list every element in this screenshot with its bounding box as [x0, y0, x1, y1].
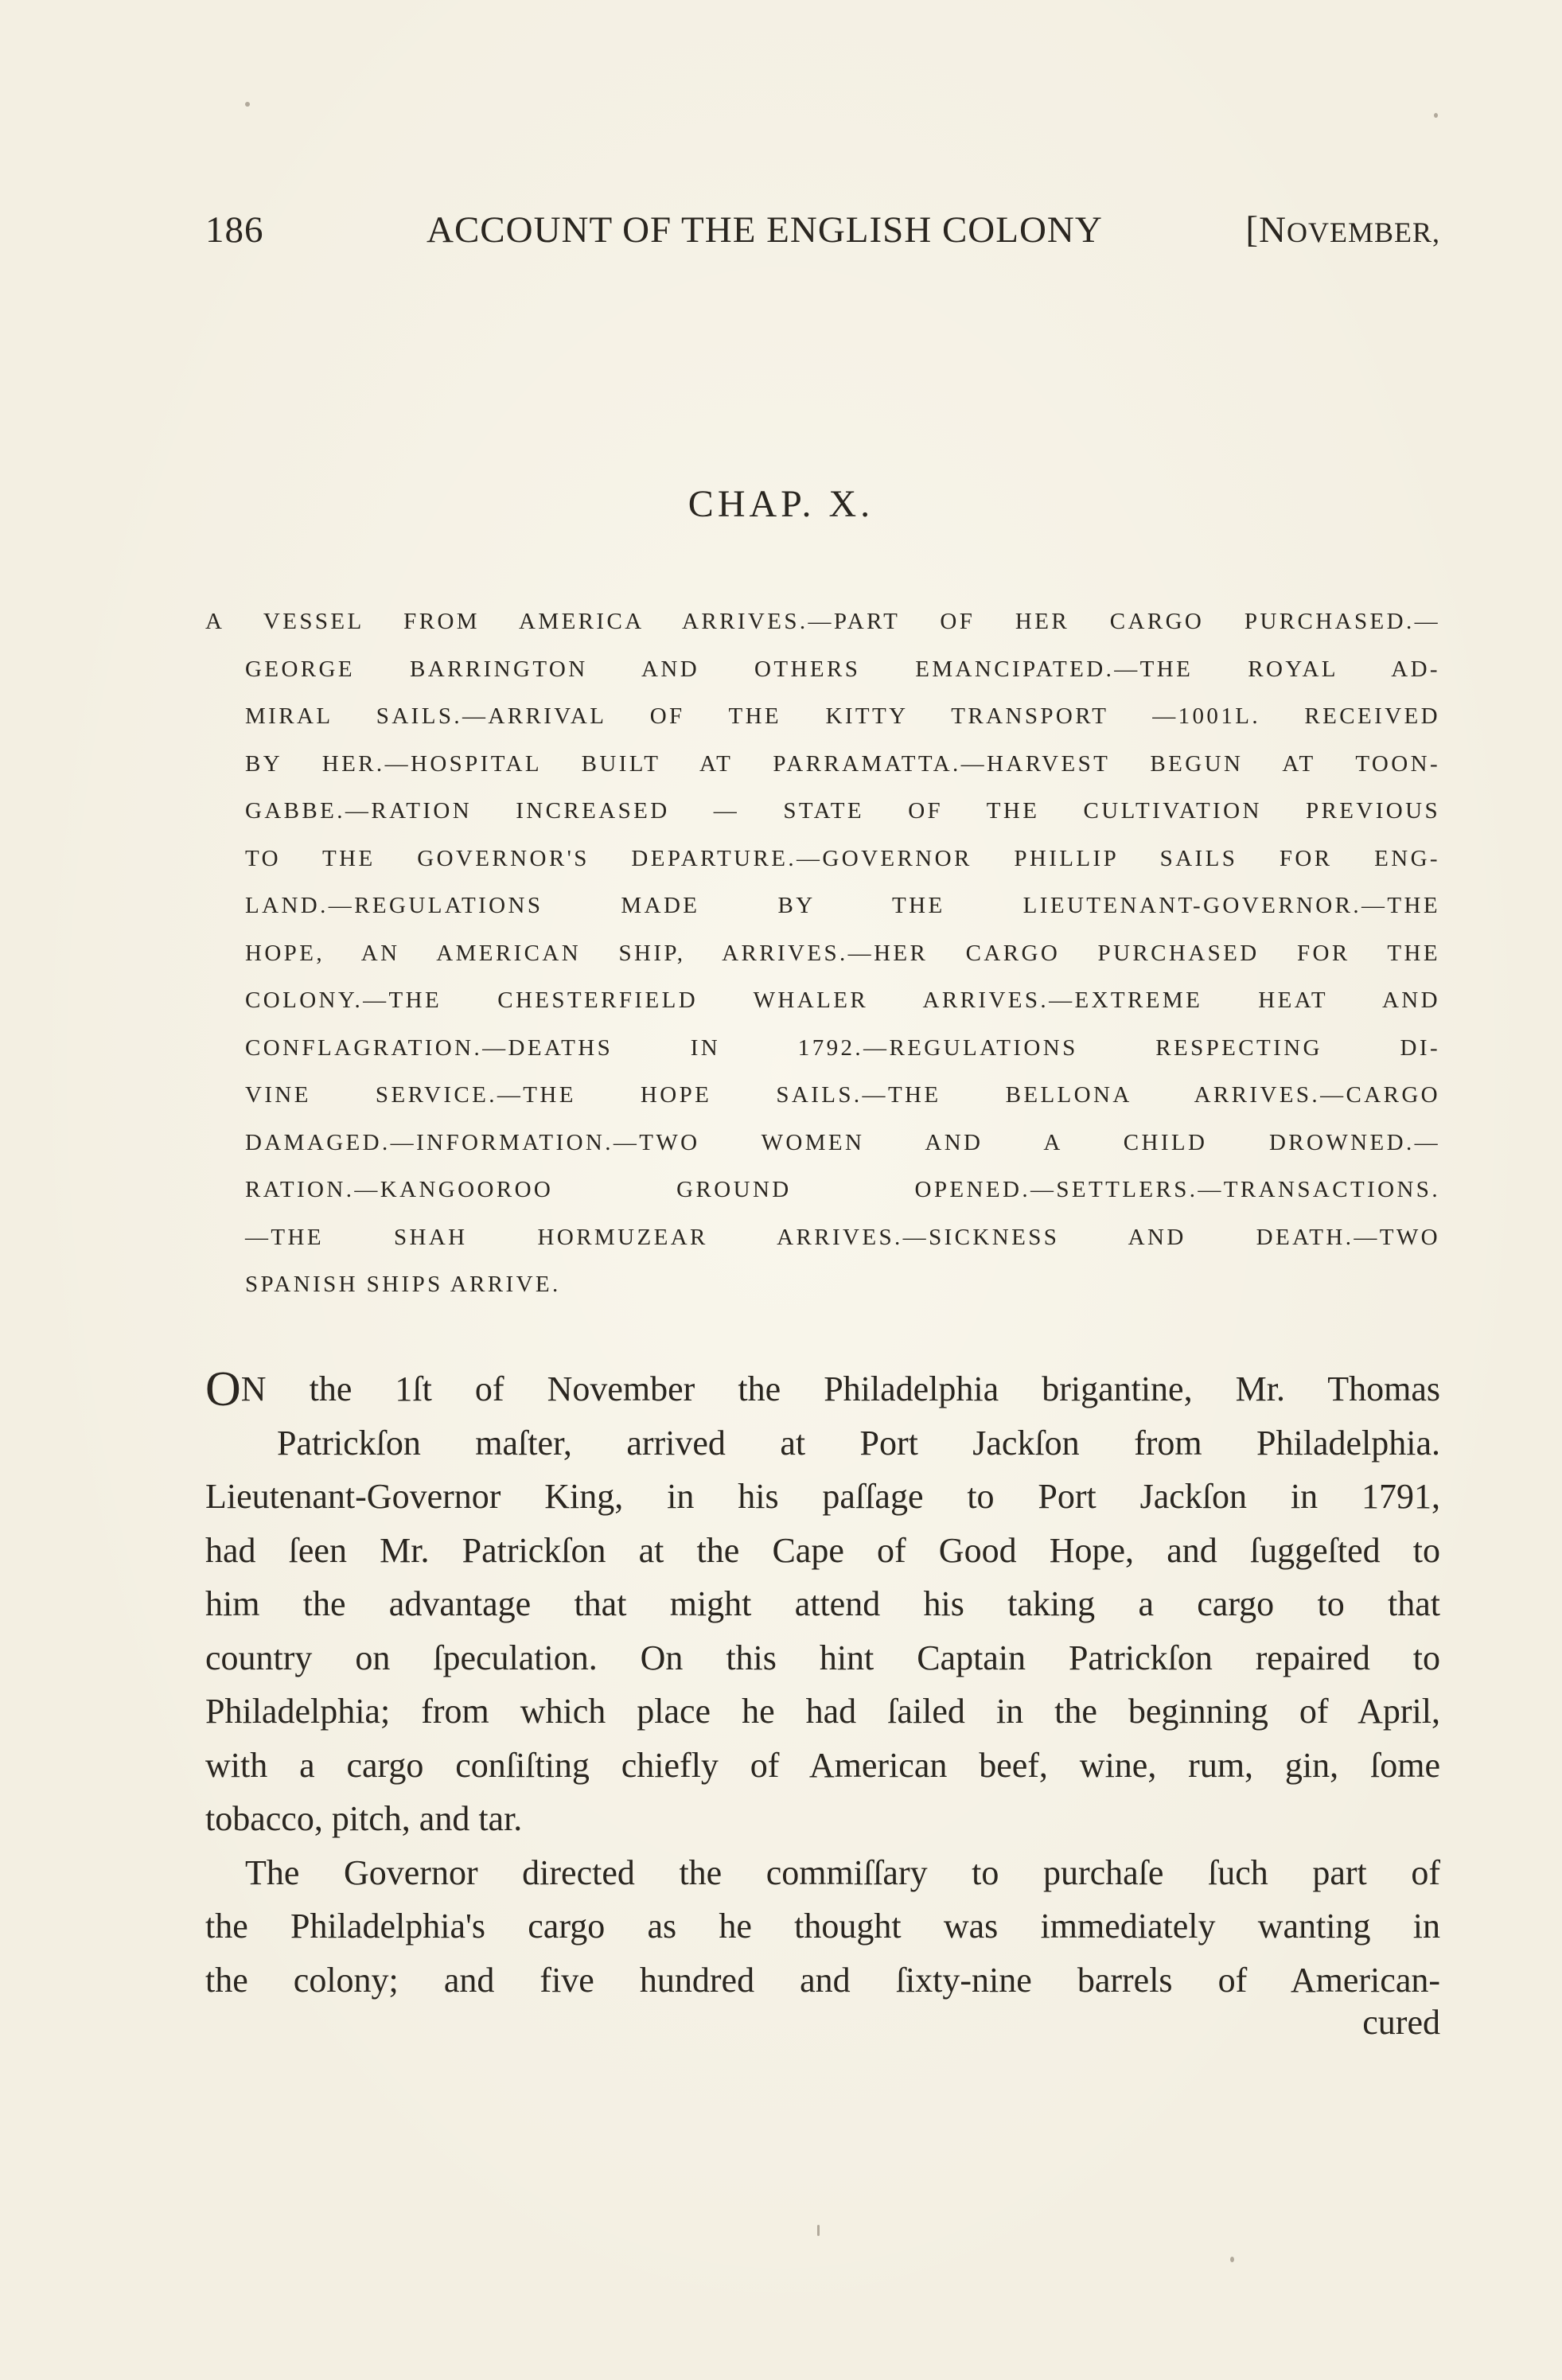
drop-cap: O: [205, 1362, 241, 1416]
body-line-first: [205, 1362, 1440, 1416]
paper-speck: [1230, 2257, 1234, 2262]
body-line: the colony; and five hundred and ſixty-nine barrels of American-: [205, 1960, 1440, 2000]
argument-line: DAMAGED.—INFORMATION.—TWO WOMEN AND A CHILD DROWNED.—: [245, 1129, 1440, 1155]
paper-speck: [817, 2225, 820, 2236]
body-text: [205, 1362, 1440, 2007]
argument-line: GABBE.—RATION INCREASED — STATE OF THE CULTIVATION PREVIOUS: [245, 798, 1440, 824]
running-head: [205, 208, 1440, 256]
page-number: 186: [205, 209, 264, 251]
paper-speck: [1434, 113, 1438, 118]
body-line: tobacco, pitch, and tar.: [205, 1799, 523, 1838]
body-line: Philadelphia; from which place he had ſailed in the beginning of April,: [205, 1692, 1440, 1731]
body-line: with a cargo conſiſting chiefly of American beef, wine, rum, gin, ſome: [205, 1745, 1440, 1785]
body-line: Lieutenant-Governor King, in his paſſage to Port Jackſon in 1791,: [205, 1477, 1440, 1516]
body-line: The Governor directed the commiſſary to purchaſe ſuch part of: [245, 1852, 1440, 1892]
body-line: country on ſpeculation. On this hint Captain Patrickſon repaired to: [205, 1638, 1440, 1677]
chapter-argument: [205, 598, 1440, 1309]
running-month: [1245, 208, 1440, 251]
argument-line: GEORGE BARRINGTON AND OTHERS EMANCIPATED.—THE ROYAL AD-: [245, 656, 1440, 682]
argument-line: RATION.—KANGOOROO GROUND OPENED.—SETTLERS.—TRANSACTIONS.: [245, 1177, 1440, 1202]
month-rest: OVEMBER,: [1286, 216, 1440, 248]
body-line: had ſeen Mr. Patrickſon at the Cape of Good Hope, and ſuggeſted to: [205, 1530, 1440, 1570]
month-bracket: [N: [1245, 209, 1287, 251]
chapter-heading: CHAP. X.: [688, 483, 874, 525]
first-line-text: N the 1ſt of November the Philadelphia brigantine, Mr. Thomas: [240, 1369, 1440, 1408]
body-line: him the advantage that might attend his taking a cargo to that: [205, 1584, 1440, 1623]
argument-line: MIRAL SAILS.—ARRIVAL OF THE KITTY TRANSPORT —1001L. RECEIVED: [245, 703, 1440, 729]
argument-line: BY HER.—HOSPITAL BUILT AT PARRAMATTA.—HARVEST BEGUN AT TOON-: [245, 750, 1440, 777]
argument-line: LAND.—REGULATIONS MADE BY THE LIEUTENANT-GOVERNOR.—THE: [245, 893, 1440, 918]
catchword: cured: [1362, 2003, 1440, 2042]
running-title: ACCOUNT OF THE ENGLISH COLONY: [427, 209, 1103, 251]
paper-speck: [245, 102, 250, 107]
argument-line: VINE SERVICE.—THE HOPE SAILS.—THE BELLONA ARRIVES.—CARGO: [245, 1082, 1440, 1108]
argument-line: SPANISH SHIPS ARRIVE.: [245, 1272, 561, 1297]
argument-line: CONFLAGRATION.—DEATHS IN 1792.—REGULATIONS RESPECTING DI-: [245, 1034, 1440, 1061]
argument-line: A VESSEL FROM AMERICA ARRIVES.—PART OF HER CARGO PURCHASED.—: [205, 609, 1440, 634]
argument-line: —THE SHAH HORMUZEAR ARRIVES.—SICKNESS AND DEATH.—TWO: [245, 1224, 1440, 1250]
argument-line: HOPE, AN AMERICAN SHIP, ARRIVES.—HER CARGO PURCHASED FOR THE: [245, 940, 1440, 966]
argument-line: COLONY.—THE CHESTERFIELD WHALER ARRIVES.—EXTREME HEAT AND: [245, 987, 1440, 1013]
body-line: the Philadelphia's cargo as he thought was immediately wanting in: [205, 1907, 1440, 1946]
argument-line: TO THE GOVERNOR'S DEPARTURE.—GOVERNOR PHILLIP SAILS FOR ENG-: [245, 845, 1440, 871]
body-line: Patrickſon maſter, arrived at Port Jackſon from Philadelphia.: [277, 1423, 1440, 1463]
